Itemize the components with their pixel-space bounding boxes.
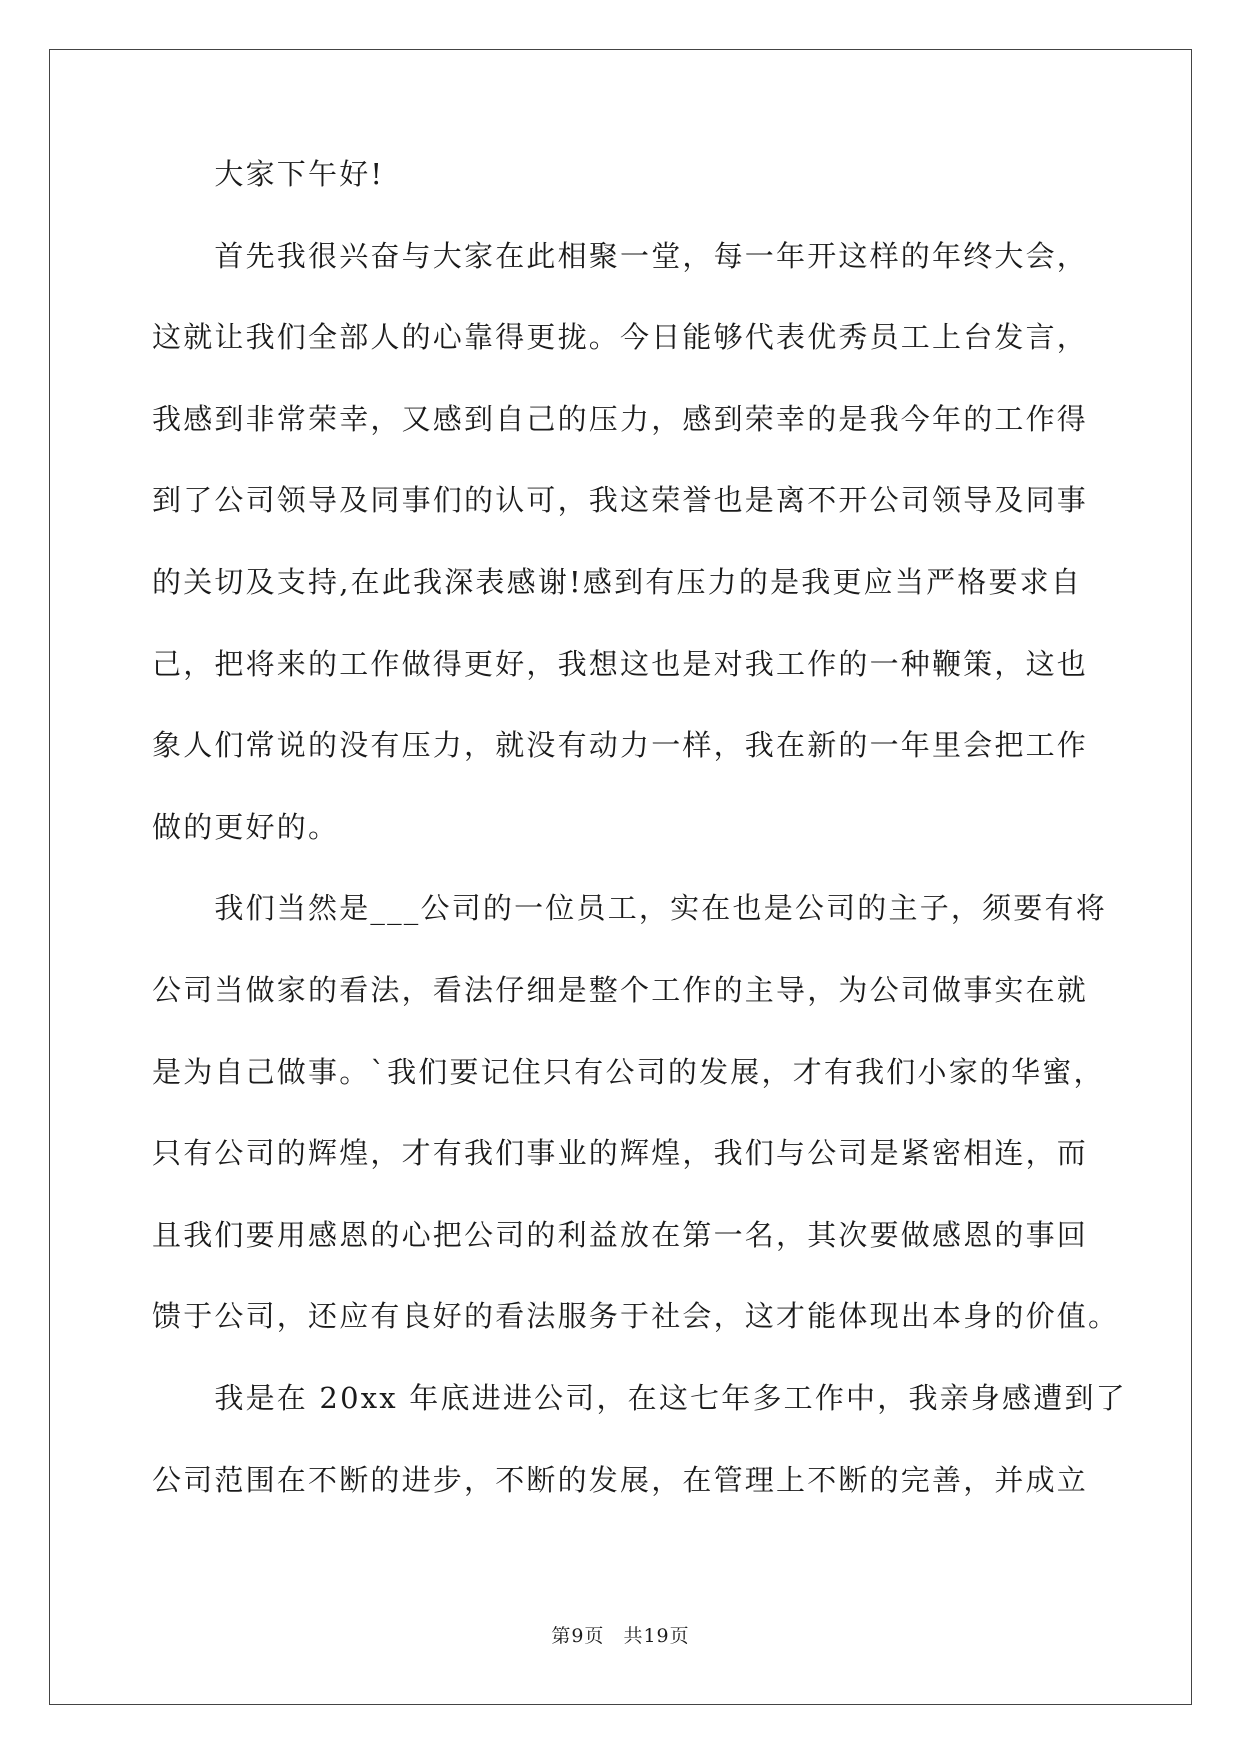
text-line: 且我们要用感恩的心把公司的利益放在第一名，其次要做感恩的事回 [152, 1217, 1089, 1252]
page-number: 第9页 [551, 1625, 605, 1647]
document-body [152, 157, 1127, 1545]
page-footer [0, 1621, 1241, 1648]
text-line: 我们当然是___公司的一位员工，实在也是公司的主子，须要有将 [152, 891, 1107, 926]
text-line: 到了公司领导及同事们的认可，我这荣誉也是离不开公司领导及同事 [152, 483, 1089, 518]
text-line: 公司范围在不断的进步，不断的发展，在管理上不断的完善，并成立 [152, 1462, 1089, 1497]
text-line: 这就让我们全部人的心靠得更拢。今日能够代表优秀员工上台发言， [152, 320, 1089, 355]
page-total: 共19页 [623, 1625, 690, 1647]
text-line: 我感到非常荣幸，又感到自己的压力，感到荣幸的是我今年的工作得 [152, 401, 1089, 436]
text-line: 首先我很兴奋与大家在此相聚一堂，每一年开这样的年终大会， [152, 238, 1089, 273]
text-line: 的关切及支持,在此我深表感谢!感到有压力的是我更应当严格要求自 [152, 564, 1083, 599]
text-line: 是为自己做事。`我们要记住只有公司的发展，才有我们小家的华蜜， [152, 1054, 1105, 1089]
text-line: 公司当做家的看法，看法仔细是整个工作的主导，为公司做事实在就 [152, 972, 1089, 1007]
text-line: 己，把将来的工作做得更好，我想这也是对我工作的一种鞭策，这也 [152, 646, 1089, 681]
text-line: 大家下午好! [152, 157, 385, 191]
text-line: 只有公司的辉煌，才有我们事业的辉煌，我们与公司是紧密相连，而 [152, 1136, 1089, 1171]
text-line: 馈于公司，还应有良好的看法服务于社会，这才能体现出本身的价值。 [152, 1299, 1120, 1334]
text-line: 做的更好的。 [152, 809, 340, 844]
text-line: 象人们常说的没有压力，就没有动力一样，我在新的一年里会把工作 [152, 728, 1089, 763]
text-line: 我是在 20xx 年底进进公司，在这七年多工作中，我亲身感遭到了 [152, 1380, 1127, 1415]
